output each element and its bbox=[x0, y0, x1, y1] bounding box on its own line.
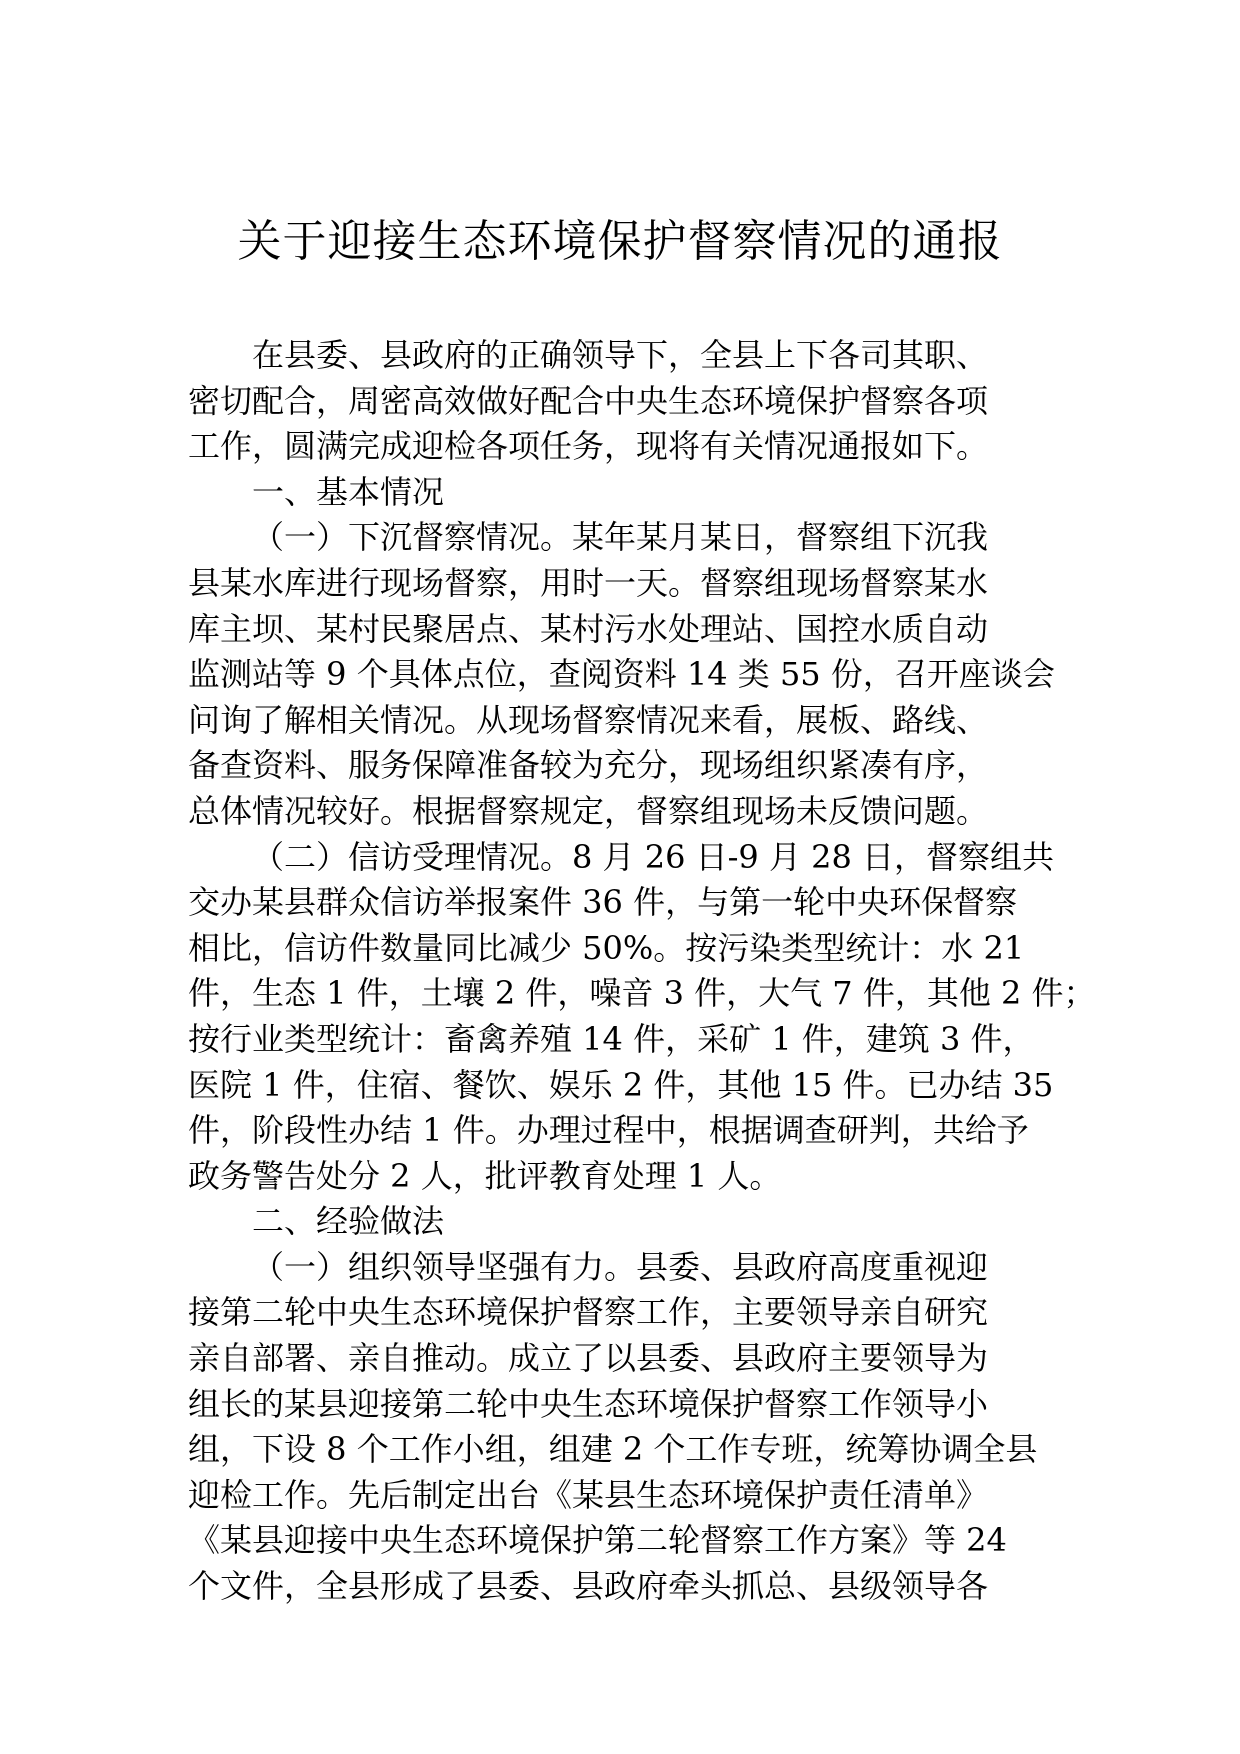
paragraph-line: 政务警告处分 2 人，批评教育处理 1 人。 bbox=[188, 1156, 782, 1195]
paragraph-line: 接第二轮中央生态环境保护督察工作，主要领导亲自研究 bbox=[188, 1293, 989, 1332]
paragraph-line: 组长的某县迎接第二轮中央生态环境保护督察工作领导小 bbox=[188, 1384, 989, 1423]
paragraph-line: 工作，圆满完成迎检各项任务，现将有关情况通报如下。 bbox=[188, 427, 989, 466]
paragraph-line: 监测站等 9 个具体点位，查阅资料 14 类 55 份，召开座谈会 bbox=[188, 655, 1055, 694]
paragraph-line: 问询了解相关情况。从现场督察情况来看，展板、路线、 bbox=[188, 700, 989, 739]
paragraph-line: 个文件，全县形成了县委、县政府牵头抓总、县级领导各 bbox=[188, 1567, 989, 1606]
paragraph-line: 医院 1 件，住宿、餐饮、娱乐 2 件，其他 15 件。已办结 35 bbox=[188, 1065, 1054, 1104]
paragraph-line: 在县委、县政府的正确领导下，全县上下各司其职、 bbox=[252, 336, 989, 374]
paragraph-line: 备查资料、服务保障准备较为充分，现场组织紧凑有序， bbox=[188, 746, 989, 785]
paragraph-line: 《某县迎接中央生态环境保护第二轮督察工作方案》等 24 bbox=[188, 1521, 1007, 1560]
subsection-heading-line: （二）信访受理情况。8 月 26 日-9 月 28 日，督察组共 bbox=[252, 837, 1055, 876]
paragraph-line: 迎检工作。先后制定出台《某县生态环境保护责任清单》 bbox=[188, 1475, 989, 1514]
paragraph-line: 密切配合，周密高效做好配合中央生态环境保护督察各项 bbox=[188, 381, 989, 420]
paragraph-line: 相比，信访件数量同比减少 50%。按污染类型统计：水 21 bbox=[188, 928, 1025, 967]
paragraph-line: 件，阶段性办结 1 件。办理过程中，根据调查研判，共给予 bbox=[188, 1111, 1029, 1150]
document-body bbox=[188, 333, 1096, 1610]
paragraph-line: 县某水库进行现场督察，用时一天。督察组现场督察某水 bbox=[188, 563, 989, 602]
section-heading: 一、基本情况 bbox=[252, 472, 445, 511]
paragraph-line: 按行业类型统计：畜禽养殖 14 件，采矿 1 件，建筑 3 件， bbox=[188, 1019, 1035, 1058]
paragraph-line: 件，生态 1 件，土壤 2 件，噪音 3 件，大气 7 件，其他 2 件； bbox=[188, 974, 1096, 1013]
paragraph-line: 组，下设 8 个工作小组，组建 2 个工作专班，统筹协调全县 bbox=[188, 1430, 1038, 1469]
document-title: 关于迎接生态环境保护督察情况的通报 bbox=[237, 216, 1003, 267]
subsection-heading-line: （一）组织领导坚强有力。县委、县政府高度重视迎 bbox=[252, 1247, 989, 1286]
paragraph-line: 总体情况较好。根据督察规定，督察组现场未反馈问题。 bbox=[188, 791, 989, 830]
section-heading: 二、经验做法 bbox=[252, 1202, 445, 1241]
paragraph-line: 交办某县群众信访举报案件 36 件，与第一轮中央环保督察 bbox=[188, 883, 1018, 922]
paragraph-line: 库主坝、某村民聚居点、某村污水处理站、国控水质自动 bbox=[188, 609, 989, 648]
paragraph-line: 亲自部署、亲自推动。成立了以县委、县政府主要领导为 bbox=[188, 1339, 989, 1378]
subsection-heading-line: （一）下沉督察情况。某年某月某日，督察组下沉我 bbox=[252, 518, 989, 557]
